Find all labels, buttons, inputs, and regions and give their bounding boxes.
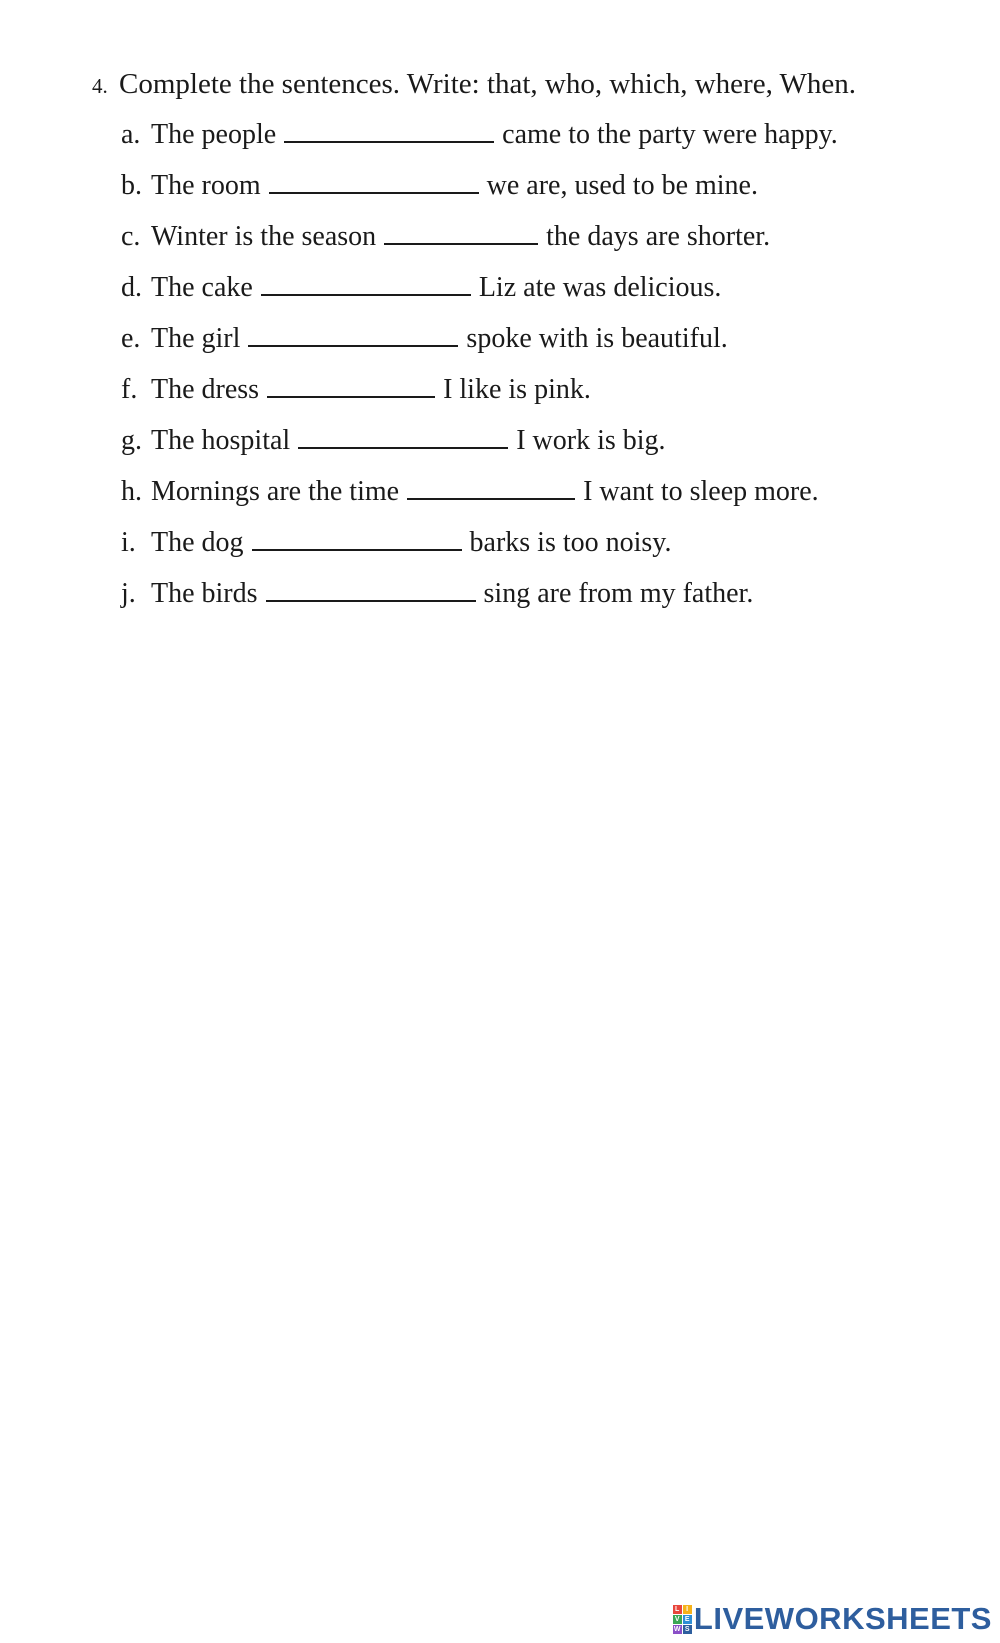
item-text-after: Liz ate was delicious. bbox=[478, 272, 722, 303]
sentence-item-d bbox=[121, 270, 838, 321]
item-text-after: barks is too noisy. bbox=[469, 527, 672, 558]
sentence-item-h bbox=[121, 474, 838, 525]
item-text-before: The hospital bbox=[151, 425, 291, 456]
liveworksheets-watermark bbox=[673, 1601, 992, 1637]
item-text-before: The dog bbox=[151, 527, 244, 558]
answer-blank-h[interactable] bbox=[407, 474, 575, 500]
item-text-after: I work is big. bbox=[516, 425, 666, 456]
item-text-before: Winter is the season bbox=[151, 221, 377, 252]
item-letter: h. bbox=[121, 476, 142, 507]
logo-cell: W bbox=[673, 1625, 681, 1633]
item-text-before: The birds bbox=[151, 578, 258, 609]
logo-cell: L bbox=[673, 1605, 682, 1614]
item-letter: b. bbox=[121, 170, 142, 201]
item-letter: f. bbox=[121, 374, 138, 405]
answer-blank-a[interactable] bbox=[284, 117, 494, 143]
item-text-after: sing are from my father. bbox=[483, 578, 754, 609]
answer-blank-b[interactable] bbox=[269, 168, 479, 194]
item-letter: c. bbox=[121, 221, 141, 252]
item-text-before: The girl bbox=[151, 323, 241, 354]
exercise-number: 4. bbox=[92, 74, 108, 98]
item-letter: j. bbox=[121, 578, 136, 609]
logo-cell: E bbox=[684, 1615, 690, 1623]
answer-blank-f[interactable] bbox=[267, 372, 435, 398]
logo-cell: V bbox=[674, 1615, 680, 1623]
sentence-item-c bbox=[121, 219, 838, 270]
item-text-before: The people bbox=[151, 119, 277, 150]
sentence-item-e bbox=[121, 321, 838, 372]
watermark-text: LIVEWORKSHEETS bbox=[693, 1601, 992, 1636]
item-text-before: The dress bbox=[151, 374, 260, 405]
item-text-before: The room bbox=[151, 170, 261, 201]
item-letter: i. bbox=[121, 527, 136, 558]
item-text-after: I want to sleep more. bbox=[583, 476, 819, 507]
item-letter: g. bbox=[121, 425, 142, 456]
item-text-before: Mornings are the time bbox=[151, 476, 400, 507]
answer-blank-c[interactable] bbox=[384, 219, 538, 245]
logo-cell: I bbox=[683, 1605, 692, 1614]
sentence-item-g bbox=[121, 423, 838, 474]
logo-cell: S bbox=[684, 1625, 690, 1633]
sentence-item-i bbox=[121, 525, 838, 576]
answer-blank-g[interactable] bbox=[298, 423, 508, 449]
answer-blank-j[interactable] bbox=[266, 576, 476, 602]
sentence-item-j bbox=[121, 576, 838, 627]
sentence-item-f bbox=[121, 372, 838, 423]
item-text-after: I like is pink. bbox=[443, 374, 591, 405]
item-letter: a. bbox=[121, 119, 141, 150]
instruction-text: Complete the sentences. Write: that, who, which, where, When. bbox=[119, 68, 857, 100]
sentence-item-b bbox=[121, 168, 838, 219]
answer-blank-e[interactable] bbox=[248, 321, 458, 347]
item-text-after: the days are shorter. bbox=[546, 221, 771, 252]
answer-blank-d[interactable] bbox=[261, 270, 471, 296]
item-text-after: we are, used to be mine. bbox=[486, 170, 758, 201]
sentence-item-a bbox=[121, 117, 838, 168]
item-text-before: The cake bbox=[151, 272, 253, 303]
item-text-after: came to the party were happy. bbox=[502, 119, 838, 150]
item-text-after: spoke with is beautiful. bbox=[466, 323, 728, 354]
item-letter: d. bbox=[121, 272, 142, 303]
liveworksheets-logo-icon bbox=[673, 1605, 692, 1634]
exercise-instruction bbox=[92, 66, 856, 104]
answer-blank-i[interactable] bbox=[252, 525, 462, 551]
sentence-list bbox=[121, 117, 838, 627]
item-letter: e. bbox=[121, 323, 141, 354]
